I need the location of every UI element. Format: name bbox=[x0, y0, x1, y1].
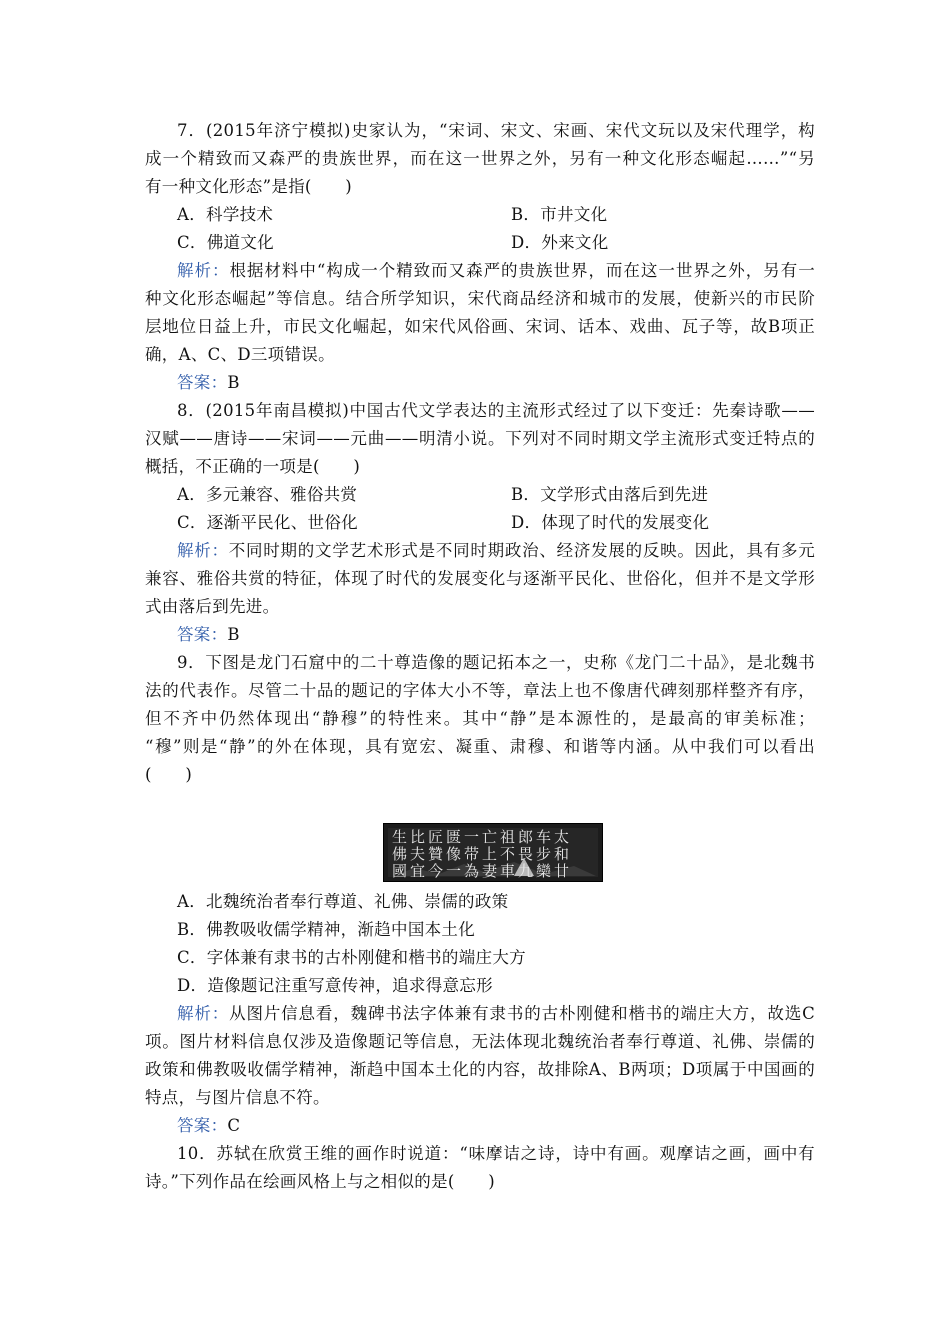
q9-analysis-line-2: 项。图片材料信息仅涉及造像题记等信息，无法体现北魏统治者奉行尊道、礼佛、崇儒的 bbox=[145, 1032, 815, 1051]
q8-answer-label: 答案： bbox=[177, 625, 228, 644]
q7-option-a: A．科学技术 bbox=[177, 205, 274, 224]
q8-analysis-text-1: 不同时期的文学艺术形式是不同时期政治、经济发展的反映。因此，具有多元 bbox=[228, 541, 816, 560]
q8-answer-value: B bbox=[227, 625, 240, 644]
q9-stem-line-1: 9．下图是龙门石窟中的二十尊造像的题记拓本之一，史称《龙门二十品》，是北魏书 bbox=[177, 653, 815, 672]
q9-stem-line-3: 但不齐中仍然体现出“静穆”的特性来。其中“静”是本源性的，是最高的审美标准； bbox=[145, 709, 815, 728]
q8-option-a: A．多元兼容、雅俗共赏 bbox=[177, 485, 358, 504]
rubbing-row-1: 生比匠匮一亡祖郎车太 bbox=[392, 828, 573, 846]
q8-stem-line-1: 8．(2015年南昌模拟)中国古代文学表达的主流形式经过了以下变迁：先秦诗歌—— bbox=[177, 401, 815, 420]
q9-stem-line-5: ( ) bbox=[145, 765, 193, 784]
q9-analysis-line-3: 政策和佛教吸收儒学精神，渐趋中国本土化的内容，故排除A、B两项；D项属于中国画的 bbox=[145, 1060, 815, 1079]
q7-stem-line-1: 7．(2015年济宁模拟)史家认为，“宋词、宋文、宋画、宋代文玩以及宋代理学，构 bbox=[177, 121, 815, 140]
q8-option-c: C．逐渐平民化、世俗化 bbox=[177, 513, 358, 532]
q9-option-a: A．北魏统治者奉行尊道、礼佛、崇儒的政策 bbox=[177, 892, 509, 911]
q8-analysis-line-3: 式由落后到先进。 bbox=[145, 597, 280, 616]
q9-answer-value: C bbox=[227, 1116, 241, 1135]
q9-analysis-text-1: 从图片信息看，魏碑书法字体兼有隶书的古朴刚健和楷书的端庄大方，故选C bbox=[229, 1004, 815, 1023]
q8-analysis-label: 解析： bbox=[177, 541, 229, 560]
q10-stem-line-2: 诗。”下列作品在绘画风格上与之相似的是( ) bbox=[145, 1172, 495, 1191]
q9-option-d: D．造像题记注重写意传神，追求得意忘形 bbox=[177, 976, 493, 995]
q7-option-b: B．市井文化 bbox=[511, 205, 608, 224]
rubbing-row-3: 國宜今一為妻車九欒廿 bbox=[392, 862, 573, 880]
q8-option-b: B．文学形式由落后到先进 bbox=[511, 485, 709, 504]
q9-answer bbox=[177, 1112, 815, 1140]
q8-stem-line-3: 概括，不正确的一项是( ) bbox=[145, 457, 361, 476]
q7-answer bbox=[177, 369, 815, 397]
q9-answer-label: 答案： bbox=[177, 1116, 228, 1135]
q8-analysis-line-2: 兼容、雅俗共赏的特征，体现了时代的发展变化与逐渐平民化、世俗化，但并不是文学形 bbox=[145, 569, 815, 588]
q7-option-d: D．外来文化 bbox=[511, 233, 609, 252]
q8-option-d: D．体现了时代的发展变化 bbox=[511, 513, 710, 532]
stele-rubbing-image bbox=[383, 823, 603, 882]
q7-stem-line-3: 有一种文化形态”是指( ) bbox=[145, 177, 353, 196]
q7-option-c: C．佛道文化 bbox=[177, 233, 274, 252]
q7-stem-line-2: 成一个精致而又森严的贵族世界，而在这一世界之外，另有一种文化形态崛起……”“另 bbox=[145, 149, 815, 168]
q9-option-b: B．佛教吸收儒学精神，渐趋中国本土化 bbox=[177, 920, 476, 939]
q7-analysis-label: 解析： bbox=[177, 261, 230, 280]
q7-answer-label: 答案： bbox=[177, 373, 228, 392]
q8-stem-line-2: 汉赋——唐诗——宋词——元曲——明清小说。下列对不同时期文学主流形式变迁特点的 bbox=[145, 429, 815, 448]
q10-stem-line-1: 10．苏轼在欣赏王维的画作时说道：“味摩诘之诗，诗中有画。观摩诘之画，画中有 bbox=[177, 1144, 815, 1163]
q9-analysis-line-1 bbox=[177, 1000, 815, 1028]
q7-analysis-line-2: 种文化形态崛起”等信息。结合所学知识，宋代商品经济和城市的发展，使新兴的市民阶 bbox=[145, 289, 815, 308]
q7-analysis-text-1: 根据材料中“构成一个精致而又森严的贵族世界，而在这一世界之外，另有一 bbox=[229, 261, 816, 280]
q9-analysis-line-4: 特点，与图片信息不符。 bbox=[145, 1088, 330, 1107]
rubbing-row-2: 佛夫贊像带上不畏步和 bbox=[392, 845, 573, 863]
q7-analysis-line-3: 层地位日益上升，市民文化崛起，如宋代风俗画、宋词、话本、戏曲、瓦子等，故B项正 bbox=[145, 317, 815, 336]
q7-answer-value: B bbox=[227, 373, 240, 392]
q9-option-c: C．字体兼有隶书的古朴刚健和楷书的端庄大方 bbox=[177, 948, 526, 967]
q9-stem-line-4: “穆”则是“静”的外在体现，具有宽宏、凝重、肃穆、和谐等内涵。从中我们可以看出 bbox=[145, 737, 815, 756]
q8-answer bbox=[177, 621, 815, 649]
stele-rubbing-svg bbox=[384, 824, 602, 881]
q7-analysis-line-4: 确，A、C、D三项错误。 bbox=[145, 345, 335, 364]
q9-stem-line-2: 法的代表作。尽管二十品的题记的字体大小不等，章法上也不像唐代碑刻那样整齐有序， bbox=[145, 681, 815, 700]
q7-analysis-line-1 bbox=[177, 257, 815, 285]
q8-analysis-line-1 bbox=[177, 537, 815, 565]
q9-analysis-label: 解析： bbox=[177, 1004, 230, 1023]
